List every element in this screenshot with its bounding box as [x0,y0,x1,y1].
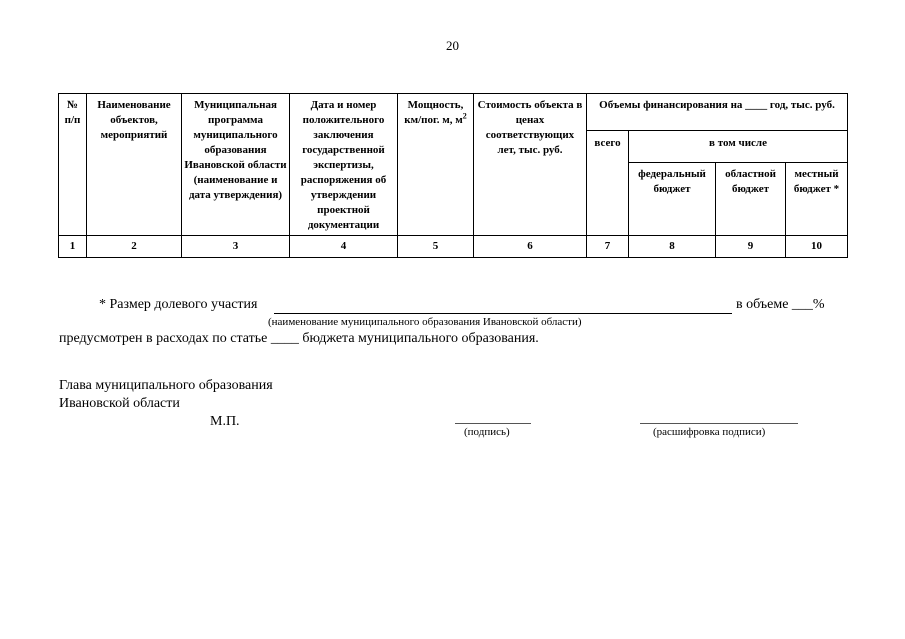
column-number: 2 [87,236,182,258]
header-objects: Наименование объектов, мероприятий [87,94,182,236]
header-num: № п/п [59,94,87,236]
head-title-line2: Ивановской области [59,396,180,411]
share-prefix: * Размер долевого участия [99,297,258,312]
head-title-line1: Глава муниципального образования [59,378,273,393]
header-expertise: Дата и номер положительного заключения государственной экспертизы, распоряжения об утверждении проектной документации [290,94,398,236]
header-including: в том числе [629,131,848,163]
page-number: 20 [446,38,459,53]
column-number: 1 [59,236,87,258]
header-local: местный бюджет * [786,163,848,236]
decode-line [640,423,798,424]
header-total: всего [587,131,629,236]
capacity-label: Мощность, км/пог. м, м [404,99,464,126]
column-number: 5 [398,236,474,258]
column-number: 3 [182,236,290,258]
header-financing: Объемы финансирования на ____ год, тыс. руб. [587,94,848,131]
column-number: 10 [786,236,848,258]
header-cost: Стоимость объекта в ценах соответствующих лет, тыс. руб. [474,94,587,236]
column-number: 9 [716,236,786,258]
column-number: 7 [587,236,629,258]
header-regional: областной бюджет [716,163,786,236]
column-numbers-row [59,236,848,258]
column-number: 8 [629,236,716,258]
header-federal: федеральный бюджет [629,163,716,236]
column-number: 4 [290,236,398,258]
signature-line [455,423,531,424]
stamp-label: М.П. [210,414,240,429]
header-capacity [398,94,474,236]
share-suffix: в объеме ___% [736,297,825,312]
financing-table [58,93,848,258]
header-program: Муниципальная программа муниципального образования Ивановской области (наименование и дата утверждения) [182,94,290,236]
capacity-sup: 2 [462,111,467,121]
municipality-note: (наименование муниципального образования Ивановской области) [268,316,582,328]
municipality-fill-line [274,313,732,314]
signature-label: (подпись) [464,426,510,438]
article-text: предусмотрен в расходах по статье ____ бюджета муниципального образования. [59,331,539,346]
decode-label: (расшифровка подписи) [653,426,766,438]
column-number: 6 [474,236,587,258]
